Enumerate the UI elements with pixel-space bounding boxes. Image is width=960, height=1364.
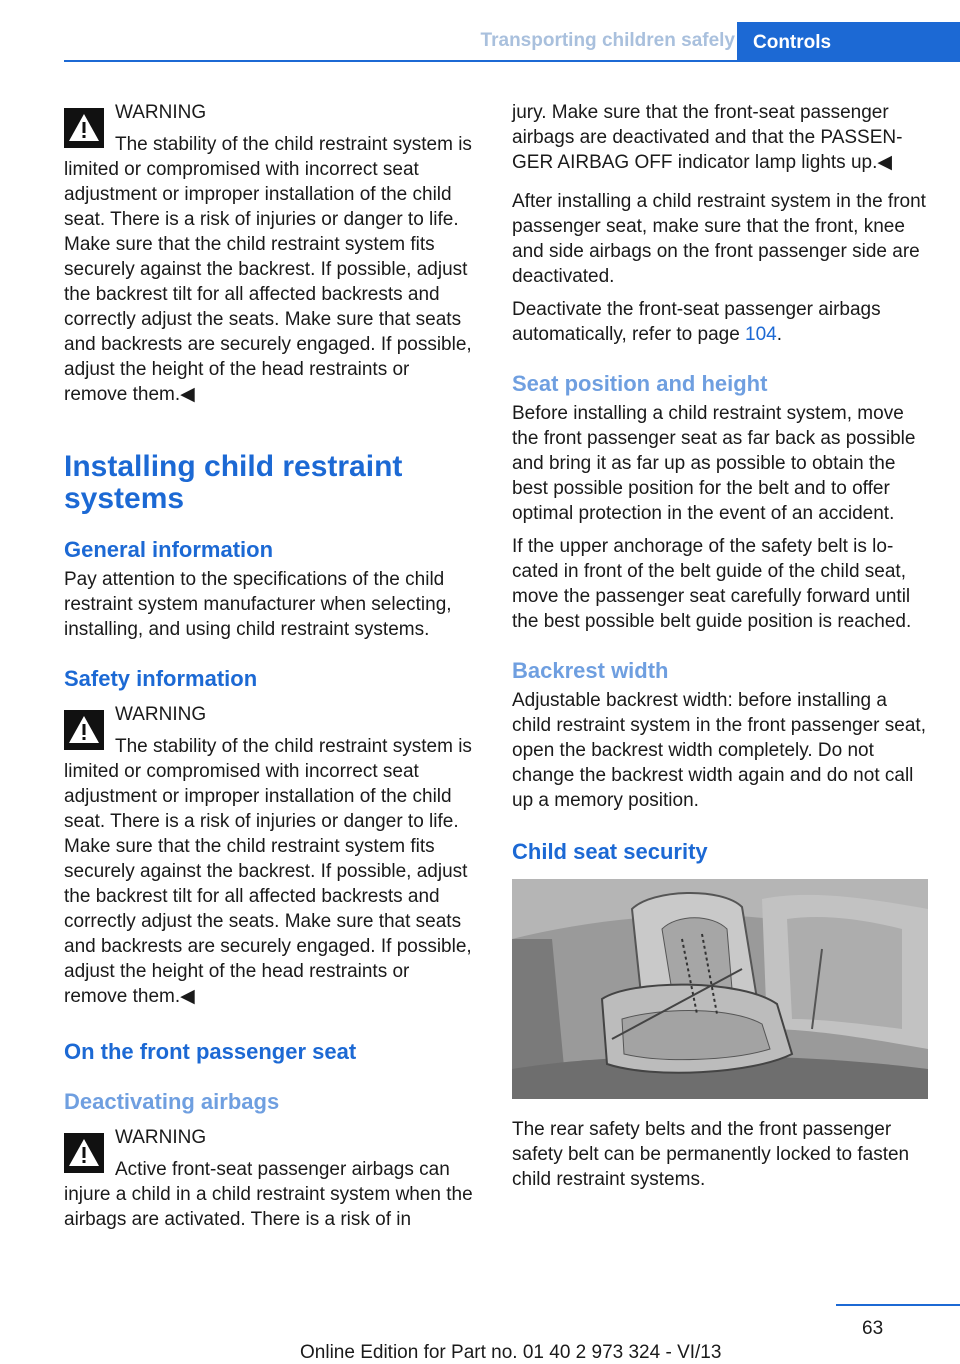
warning-title: WARNING	[115, 704, 207, 725]
deactivate-text	[512, 297, 928, 347]
header-section-title: Transporting children safely	[480, 30, 735, 51]
section-heading: Installing child restraint systems	[64, 450, 403, 515]
sentence-period: .	[776, 324, 783, 345]
seat-position-heading: Seat position and height	[512, 371, 768, 396]
page-header	[0, 0, 960, 62]
child-seat-security-heading: Child seat security	[512, 839, 708, 864]
warning-triangle-icon	[64, 108, 104, 148]
safety-info-heading: Safety information	[64, 666, 258, 691]
seat-position-text-1: Before installing a child restraint system, move the front passenger seat as far back as possible and bring it as far up as possible to obtain the best possible position for the belt and to offer optimal protection in the event of an accident.	[512, 403, 916, 524]
footer-rule	[836, 1304, 960, 1306]
warning-block-2	[64, 702, 476, 1009]
warning-title: WARNING	[115, 1127, 207, 1148]
warning-continuation-text: jury. Make sure that the front-seat passenger airbags are deactivated and that the PASSENGER AIRBAG OFF indicator lamp lights up.◀	[512, 102, 903, 173]
general-info-text: Pay attention to the specifications of the child restraint system manufacturer when selecting, installing, and using child restraint systems.	[64, 569, 452, 640]
page-number: 63	[862, 1318, 884, 1339]
child-seat-security-text: The rear safety belts and the front passenger safety belt can be permanently locked to fasten child restraint systems.	[512, 1119, 910, 1190]
deactivating-airbags-heading: Deactivating airbags	[64, 1089, 280, 1114]
seat-position-text-2: If the upper anchorage of the safety belt is located in front of the belt guide of the child seat, move the passenger seat carefully forward until the best possible belt guide position is reached.	[512, 536, 912, 632]
warning-block-1	[64, 100, 476, 407]
backrest-width-text: Adjustable backrest width: before installing a child restraint system in the front passenger seat, open the backrest width completely. Do not change the backrest width again and do not call up a memory position.	[512, 690, 926, 811]
backrest-width-heading: Backrest width	[512, 658, 669, 683]
right-column	[512, 100, 928, 1192]
warning-triangle-icon	[64, 1133, 104, 1173]
warning-triangle-icon	[64, 710, 104, 750]
deactivate-sentence: Deactivate the front-seat passenger airbags automatically, refer to page	[512, 299, 881, 345]
child-seat-illustration	[512, 879, 928, 1099]
after-install-text: After installing a child restraint system in the front passenger seat, make sure that the front, knee and side airbags on the front passenger side are deactivated.	[512, 191, 926, 287]
general-info-heading: General information	[64, 537, 274, 562]
left-column	[64, 100, 476, 1232]
warning-text: The stability of the child restraint system is limited or compromised with incorrect seat adjustment or improper installation of the child seat. There is a risk of injuries or danger to life. Make sure that the child restraint system fits securely against the backrest. If possible, adjust the backrest tilt for all affected backrests and correctly adjust the seats. Make sure that seats and backrests are securely engaged. If possible, adjust the height of the head restraints or remove them.◀	[64, 134, 472, 405]
warning-text: The stability of the child restraint system is limited or compromised with incorrect seat adjustment or improper installation of the child seat. There is a risk of injuries or danger to life. Make sure that the child restraint system fits securely against the backrest. If possible, adjust the backrest tilt for all affected backrests and correctly adjust the seats. Make sure that seats and backrests are securely engaged. If possible, adjust the height of the head restraints or remove them.◀	[64, 736, 472, 1007]
header-chapter-tab: Controls	[737, 22, 960, 62]
warning-text: Active front-seat passenger airbags can injure a child in a child restraint system when the airbags are activated. There is a risk of in	[64, 1159, 473, 1230]
warning-block-3	[64, 1125, 476, 1232]
front-seat-heading: On the front passenger seat	[64, 1039, 357, 1064]
warning-title: WARNING	[115, 102, 207, 123]
header-rule	[64, 60, 960, 62]
page-reference-link[interactable]: 104	[745, 324, 777, 345]
edition-footer: Online Edition for Part no. 01 40 2 973 324 - VI/13	[300, 1342, 722, 1363]
